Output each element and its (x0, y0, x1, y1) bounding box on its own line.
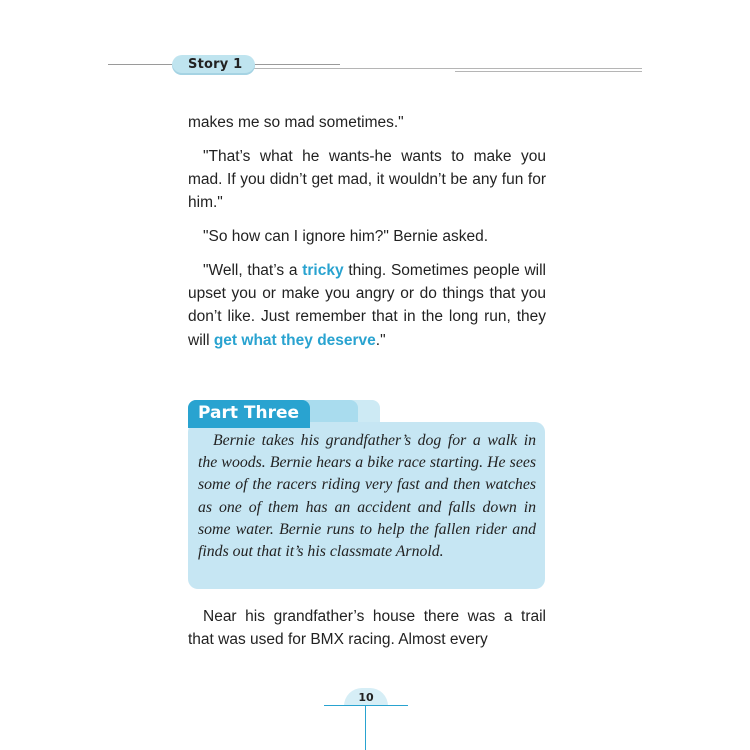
paragraph-4-text-end: ." (375, 331, 386, 349)
story-badge (172, 55, 255, 75)
paragraph-4 (188, 259, 546, 352)
header-rule-left (108, 64, 178, 65)
paragraph-4-text-start: "Well, that’s a (203, 262, 303, 279)
vocab-highlight-get-what-they-deserve: get what they deserve (213, 331, 376, 349)
paragraph-5-text: Near his grandfather’s house there was a trail that was used for BMX racing. Almost every (188, 608, 546, 649)
part-title-tab (188, 400, 310, 428)
paragraph-1 (188, 111, 546, 134)
part-title: Part Three (198, 403, 300, 423)
header-rule-mid (250, 64, 340, 65)
footer-rule-horizontal (324, 705, 408, 706)
story-label: Story 1 (188, 57, 243, 72)
page-number: 10 (358, 691, 374, 704)
paragraph-3-text: "So how can I ignore him?" Bernie asked. (203, 228, 488, 245)
paragraph-2-text: "That’s what he wants-he wants to make you mad. If you didn’t get mad, it wouldn’t be any fun for him." (188, 148, 546, 212)
paragraph-5 (188, 605, 546, 651)
paragraph-3 (188, 225, 546, 248)
footer-rule-vertical (365, 705, 366, 750)
paragraph-2 (188, 145, 546, 215)
paragraph-4-text-middle: thing. Sometimes people will upset you or make you angry or do things that you don’t like. Just remember that in the long run, they will (188, 262, 546, 349)
part-summary (198, 430, 536, 563)
vocab-highlight-tricky: tricky (302, 262, 344, 279)
part-summary-text: Bernie takes his grandfather’s dog for a walk in the woods. Bernie hears a bike race starting. He sees some of the racers riding very fast and then watches as one of them has an accident and falls down in some water. Bernie runs to help the fallen rider and finds out that it’s his classmate Arnold. (198, 432, 536, 561)
header-rule-right (250, 68, 642, 69)
header-rule-right-lower (455, 71, 642, 72)
paragraph-1-text: makes me so mad sometimes." (188, 114, 404, 131)
